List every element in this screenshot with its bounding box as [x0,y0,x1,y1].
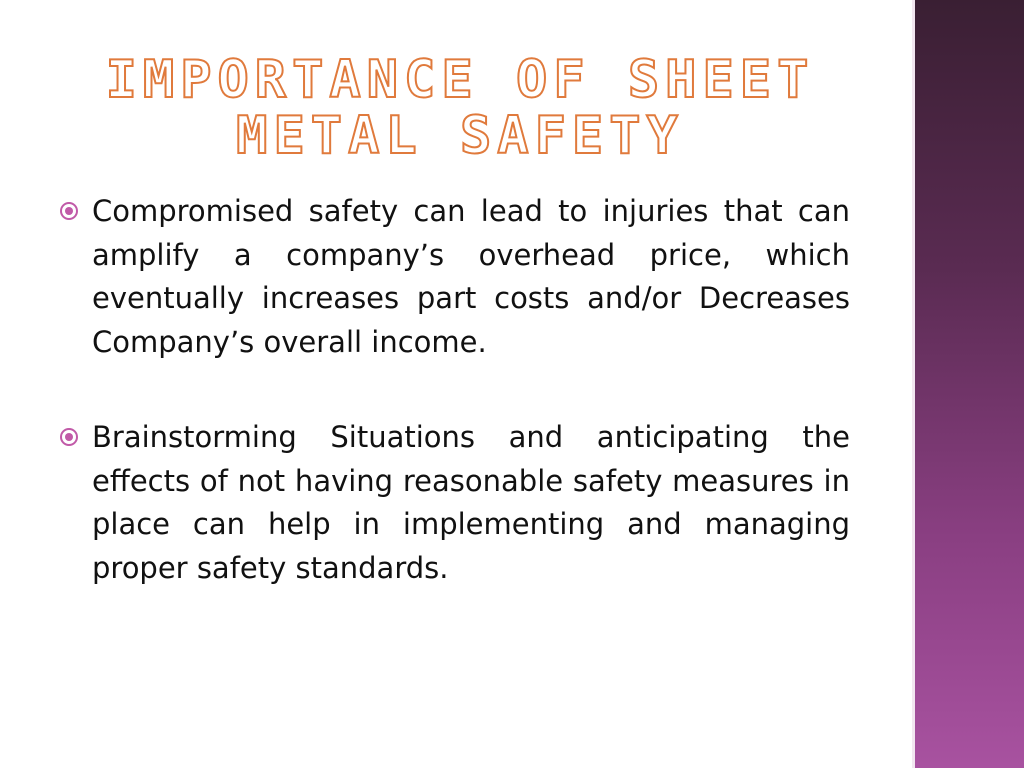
sidebar-divider [905,0,912,768]
bullet-text: Brainstorming Situations and anticipating the effects of not having reasonable safety measures in place can help in implementing and managing proper safety standards. [92,420,850,585]
bullet-item [60,190,850,364]
bullet-text: Compromised safety can lead to injuries that can amplify a company’s overhead price, which eventually increases part costs and/or Decreases Company’s overall income. [92,194,850,359]
circle-bullet-icon [60,428,78,446]
circle-bullet-icon [60,202,78,220]
bullet-list [60,190,850,642]
slide-title: IMPORTANCE OF SHEET METAL SAFETY [105,50,815,167]
decorative-sidebar [912,0,1024,768]
bullet-item [60,416,850,590]
